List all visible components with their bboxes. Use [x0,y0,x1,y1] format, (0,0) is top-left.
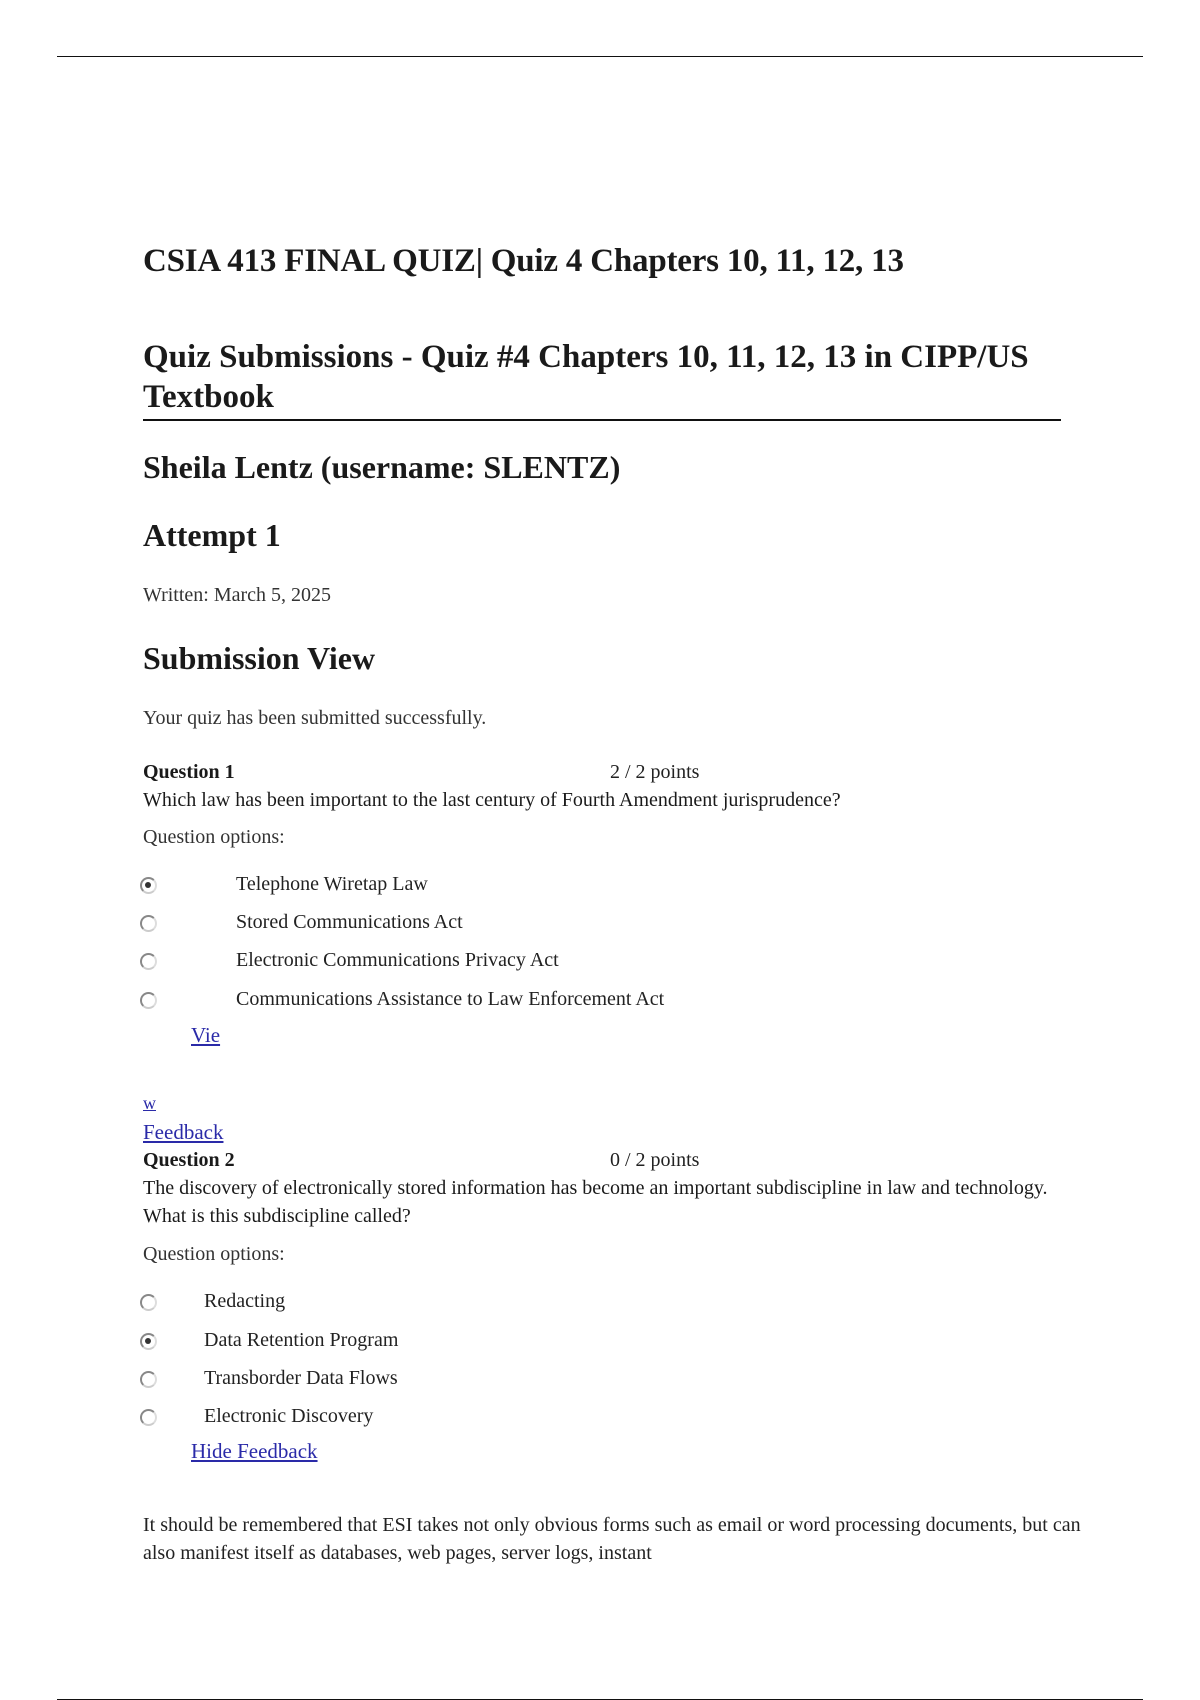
question-1-options-label: Question options: [143,826,285,848]
submission-view-heading: Submission View [143,640,376,676]
feedback-text: It should be remembered that ESI takes not only obvious forms such as email or word processing documents, but can also manifest itself as databases, web pages, server logs, instant [143,1514,1081,1564]
question-label: Question 1 [143,761,235,783]
question-points: 2 / 2 points [610,761,700,783]
option-label: Transborder Data Flows [204,1367,398,1389]
option-label: Stored Communications Act [236,911,463,933]
top-rule [57,56,1143,57]
success-message: Your quiz has been submitted successfully. [143,707,487,729]
question-2-text: The discovery of electronically stored information has become an important subdiscipline in law and technology. What is this subdiscipline called? [143,1177,1048,1227]
question-label: Question 2 [143,1149,235,1171]
radio-selected-icon[interactable] [140,877,157,894]
radio-selected-icon[interactable] [140,1333,157,1350]
question-2-options-label: Question options: [143,1243,285,1265]
radio-icon[interactable] [140,1371,157,1388]
question-points: 0 / 2 points [610,1149,700,1171]
question-1-text: Which law has been important to the last century of Fourth Amendment jurisprudence? [143,789,841,811]
option-label: Electronic Communications Privacy Act [236,949,559,971]
view-feedback-link[interactable]: Vie [191,1023,221,1047]
view-feedback-link-wrap[interactable]: w [143,1093,156,1113]
radio-icon[interactable] [140,953,157,970]
hide-feedback-link[interactable]: Hide Feedback [191,1439,318,1463]
radio-icon[interactable] [140,1409,157,1426]
radio-icon[interactable] [140,992,157,1009]
question-1 [143,761,1083,784]
student-name: Sheila Lentz (username: SLENTZ) [143,449,621,485]
quiz-submissions-heading: Quiz Submissions - Quiz #4 Chapters 10, 11, 12, 13 in CIPP/US Textbook [143,337,1061,421]
option-label: Communications Assistance to Law Enforcement Act [236,988,665,1010]
question-2 [143,1149,1083,1172]
option-label: Electronic Discovery [204,1405,374,1427]
radio-icon[interactable] [140,915,157,932]
option-label: Redacting [204,1290,286,1312]
option-label: Telephone Wiretap Law [236,873,428,895]
radio-icon[interactable] [140,1294,157,1311]
attempt-heading: Attempt 1 [143,517,281,553]
feedback-link[interactable]: Feedback [143,1120,224,1144]
written-date: Written: March 5, 2025 [143,584,332,606]
option-label: Data Retention Program [204,1329,399,1351]
document-title: CSIA 413 FINAL QUIZ| Quiz 4 Chapters 10, 11, 12, 13 [143,243,904,279]
